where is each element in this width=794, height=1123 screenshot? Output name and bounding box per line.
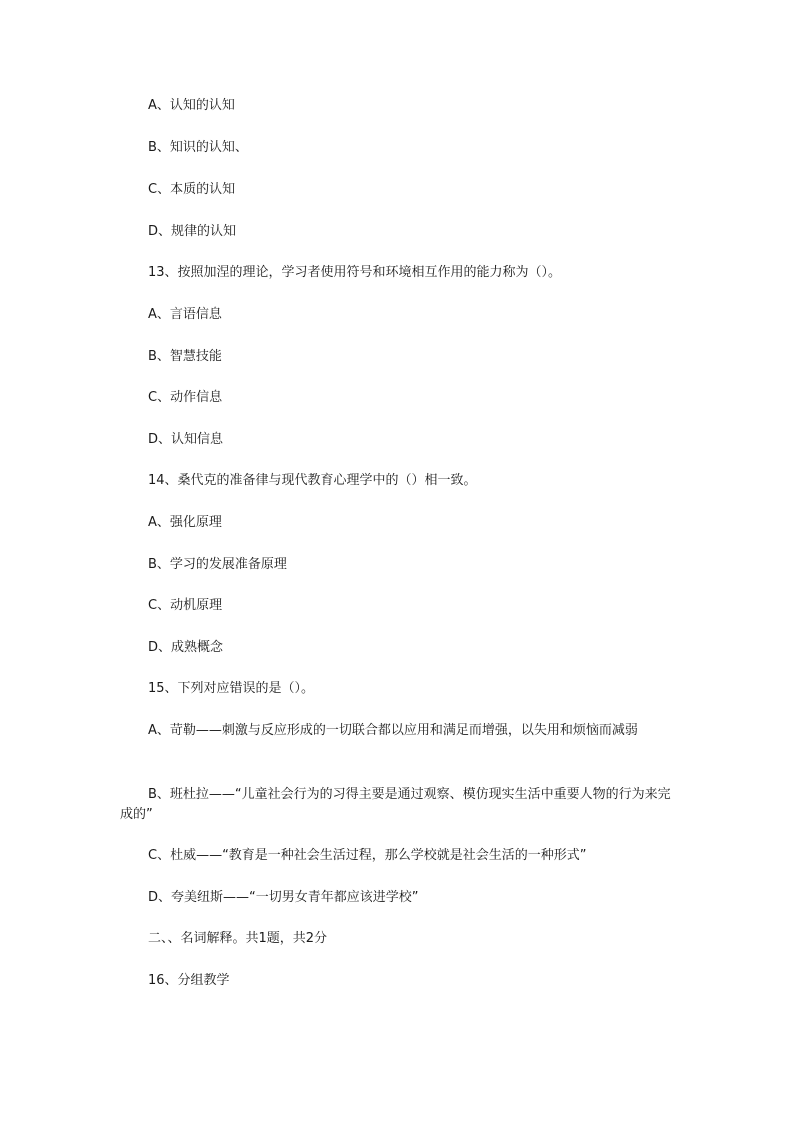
option-a-q14: A、强化原理 (148, 515, 222, 530)
option-c-q14: C、动机原理 (148, 598, 223, 613)
option-c-q12: C、本质的认知 (148, 182, 236, 197)
option-b-q13: B、智慧技能 (148, 349, 222, 364)
section-heading: 二、、名词解释。共1题，共2分 (148, 931, 328, 946)
option-c-q15: C、杜威——“教育是一种社会生活过程，那么学校就是社会生活的一种形式” (148, 848, 587, 863)
option-b-q15: B、班杜拉——“儿童社会行为的习得主要是通过观察、模仿现实生活中重要人物的行为来完成的” (120, 787, 671, 822)
option-a-q12: A、认知的认知 (148, 98, 235, 113)
option-d-q13: D、认知信息 (148, 432, 224, 447)
option-a-q15: A、苛勒——刺激与反应形成的一切联合都以应用和满足而增强，以失用和烦恼而减弱 (148, 723, 638, 738)
question-14: 14、桑代克的准备律与现代教育心理学中的（）相一致。 (148, 473, 477, 488)
option-d-q14: D、成熟概念 (148, 640, 224, 655)
question-16: 16、分组教学 (148, 973, 230, 988)
option-c-q13: C、动作信息 (148, 390, 223, 405)
question-13: 13、按照加涅的理论，学习者使用符号和环境相互作用的能力称为（）。 (148, 265, 562, 280)
option-b-q12: B、知识的认知、 (148, 140, 248, 155)
option-b-q14: B、学习的发展准备原理 (148, 557, 287, 572)
option-d-q15: D、夸美纽斯——“一切男女青年都应该进学校” (148, 890, 419, 905)
option-d-q12: D、规律的认知 (148, 224, 237, 239)
option-a-q13: A、言语信息 (148, 307, 222, 322)
question-15: 15、下列对应错误的是（）。 (148, 681, 315, 696)
